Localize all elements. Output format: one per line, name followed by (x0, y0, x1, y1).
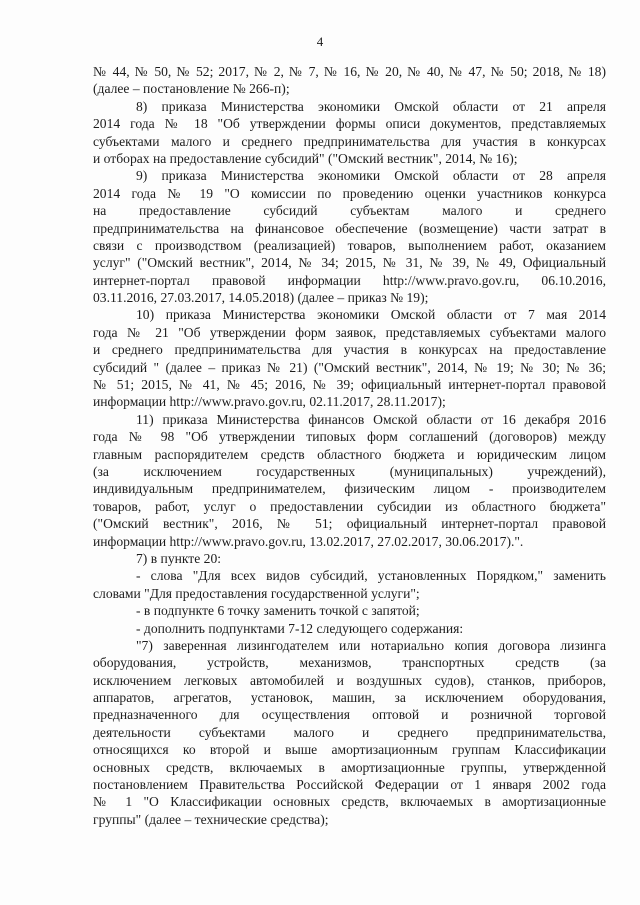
text-line: 10) приказа Министерства экономики Омской области от 7 мая 2014 (136, 307, 606, 323)
text-line: связи с производством (реализацией) товаров, выполнением работ, оказанием (93, 237, 606, 253)
text-line: интернет-портал правовой информации http://www.pravo.gov.ru, 06.10.2016, (93, 272, 606, 288)
text-line: 7) в пункте 20: (136, 550, 222, 566)
text-line: постановлением Правительства Российской Федерации от 1 января 2002 года (93, 777, 606, 793)
text-line: 2014 года № 19 "О комиссии по проведению оценки участников конкурса (93, 185, 606, 201)
text-line: "7) заверенная лизингодателем или нотариально копия договора лизинга (136, 637, 606, 653)
text-line: года № 98 "Об утверждении типовых форм соглашений (договоров) между (93, 429, 606, 445)
text-line: словами "Для предоставления государственной услуги"; (93, 585, 420, 601)
text-line: индивидуальным предпринимателем, физическим лицом - производителем (93, 481, 606, 497)
text-line: - дополнить подпунктами 7-12 следующего содержания: (136, 620, 464, 636)
text-line: исключением легковых автомобилей и воздушных судов), станков, приборов, (93, 672, 606, 688)
text-line: группы" (далее – технические средства); (93, 811, 329, 827)
text-line: аппаратов, агрегатов, установок, машин, за исключением оборудования, (93, 690, 606, 706)
text-line: и среднего предпринимательства для участия в конкурсах на предоставление (93, 342, 606, 358)
document-body (93, 63, 606, 828)
text-line: субъектами малого и среднего предпринимательства для участия в конкурсах (93, 133, 606, 149)
text-line: (далее – постановление № 266-п); (93, 81, 290, 97)
text-line: 2014 года № 18 "Об утверждении формы описи документов, представляемых (93, 116, 606, 132)
text-line: года № 21 "Об утверждении форм заявок, представляемых субъектами малого (93, 324, 606, 340)
text-line: на предоставление субсидий субъектам малого и среднего (93, 203, 606, 219)
text-line: 03.11.2016, 27.03.2017, 14.05.2018) (далее – приказ № 19); (93, 290, 429, 306)
text-line: ("Омский вестник", 2016, № 51; официальный интернет-портал правовой (93, 516, 606, 532)
text-line: и отборах на предоставление субсидий" ("Омский вестник", 2014, № 16); (93, 150, 518, 166)
text-line: основных средств, включаемых в амортизационные группы, утвержденной (93, 759, 606, 775)
text-line: относящихся ко второй и выше амортизационным группам Классификации (93, 742, 606, 758)
text-line: субсидий " (далее – приказ № 21) ("Омский вестник", 2014, № 19; № 30; № 36; (93, 359, 606, 375)
text-line: 8) приказа Министерства экономики Омской области от 21 апреля (136, 98, 606, 114)
text-line: № 44, № 50, № 52; 2017, № 2, № 7, № 16, № 20, № 40, № 47, № 50; 2018, № 18) (93, 64, 606, 79)
text-line: 11) приказа Министерства финансов Омской области от 16 декабря 2016 (136, 411, 606, 427)
text-line: информации http://www.pravo.gov.ru, 02.11.2017, 28.11.2017); (93, 394, 446, 410)
text-line: № 51; 2015, № 41, № 45; 2016, № 39; официальный интернет-портал правовой (93, 377, 606, 393)
text-line: (за исключением государственных (муниципальных) учреждений), (93, 463, 606, 479)
text-line: услуг" ("Омский вестник", 2014, № 34; 2015, № 31, № 39, № 49, Официальный (93, 255, 606, 271)
text-line: товаров, работ, услуг о предоставлении субсидии из областного бюджета" (93, 498, 606, 514)
text-line: информации http://www.pravo.gov.ru, 13.02.2017, 27.02.2017, 30.06.2017).". (93, 533, 524, 549)
text-line: - в подпункте 6 точку заменить точкой с запятой; (136, 603, 420, 619)
text-line: главным распорядителем средств областного бюджета и юридическим лицом (93, 446, 606, 462)
text-line: № 1 "О Классификации основных средств, включаемых в амортизационные (93, 794, 606, 810)
text-line: 9) приказа Министерства экономики Омской области от 28 апреля (136, 168, 606, 184)
text-line: - слова "Для всех видов субсидий, установленных Порядком," заменить (136, 568, 606, 584)
page-number: 4 (316, 34, 324, 49)
text-line: деятельности субъектами малого и среднего предпринимательства, (93, 724, 606, 740)
text-line: предназначенного для осуществления оптовой и розничной торговой (93, 707, 606, 723)
text-line: предпринимательства на финансовое обеспечение (возмещение) части затрат в (93, 220, 606, 236)
text-line: оборудования, устройств, механизмов, транспортных средств (за (93, 655, 606, 671)
